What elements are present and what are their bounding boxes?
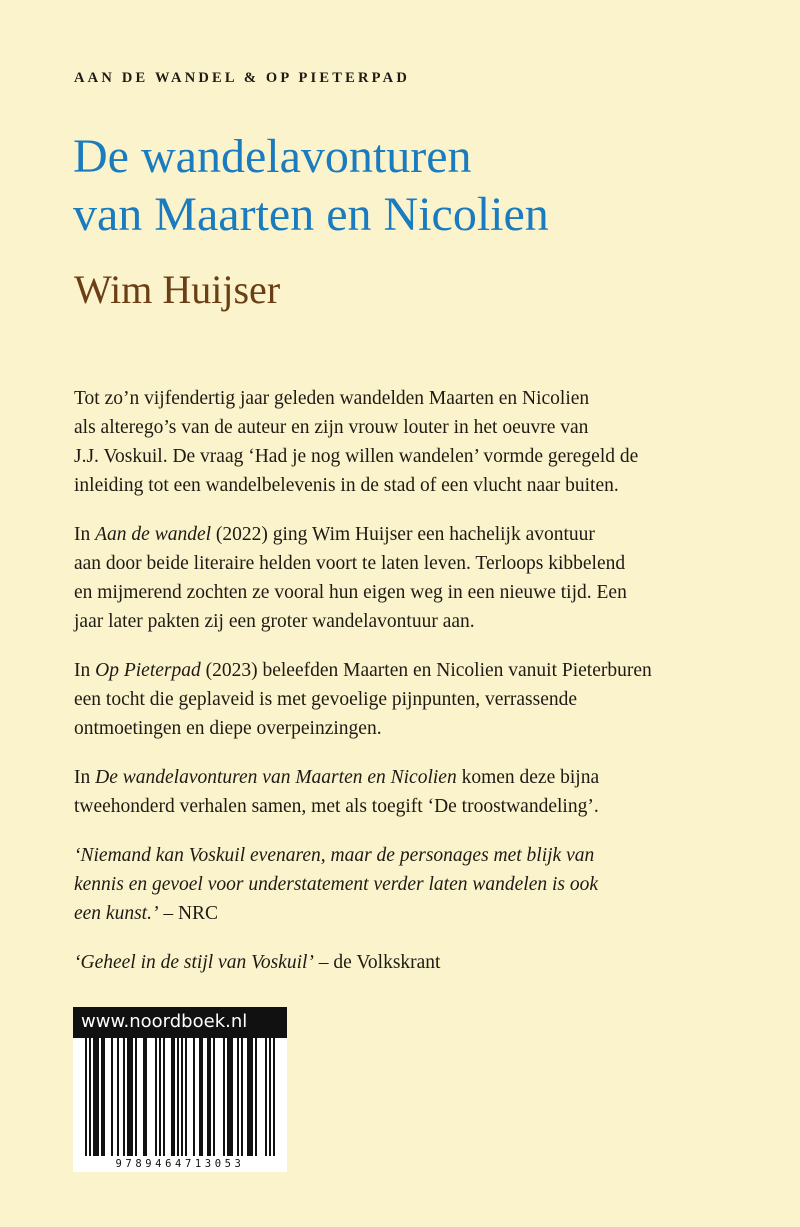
barcode-bar: [255, 1038, 257, 1156]
author-name: Wim Huijser: [74, 267, 281, 312]
barcode-bar: [223, 1038, 225, 1156]
barcode-bar: [251, 1038, 253, 1156]
barcode-bar: [159, 1038, 161, 1156]
barcode-bar: [201, 1038, 203, 1156]
barcode-bar: [103, 1038, 105, 1156]
paragraph-line: en mijmerend zochten ze vooral hun eigen weg in een nieuwe tijd. Een: [74, 582, 627, 603]
barcode-bar: [269, 1038, 271, 1156]
barcode-bar: [265, 1038, 267, 1156]
barcode-bar: [155, 1038, 157, 1156]
paragraph-intro: [74, 384, 734, 500]
paragraph-line: [74, 520, 734, 549]
quote-source: – NRC: [158, 903, 219, 924]
quote-line: ‘Niemand kan Voskuil evenaren, maar de personages met blijk van: [74, 845, 595, 866]
book-reference: Op Pieterpad: [95, 660, 201, 681]
series-title: AAN DE WANDEL & OP PIETERPAD: [74, 70, 410, 86]
paragraph-line: [74, 763, 734, 792]
paragraph-line: als alterego’s van de auteur en zijn vrouw louter in het oeuvre van: [74, 417, 589, 438]
blurb: [74, 384, 734, 997]
barcode-bar: [249, 1038, 251, 1156]
paragraph-line: J.J. Voskuil. De vraag ‘Had je nog willen wandelen’ vormde geregeld de: [74, 446, 639, 467]
barcode-bar: [127, 1038, 129, 1156]
quote-text: ‘Geheel in de stijl van Voskuil’: [74, 952, 314, 973]
barcode-bar: [199, 1038, 201, 1156]
barcode-bar: [181, 1038, 183, 1156]
paragraph-line: een tocht die geplaveid is met gevoelige pijnpunten, verrassende: [74, 689, 578, 710]
barcode-bar: [131, 1038, 133, 1156]
paragraph-line: jaar later pakten zij een groter wandelavontuur aan.: [74, 611, 475, 632]
book-title-line-1: De wandelavonturen: [73, 130, 472, 183]
barcode-bar: [135, 1038, 137, 1156]
review-quote-volkskrant: [74, 948, 734, 977]
paragraph-wandelavonturen: [74, 763, 734, 821]
barcode: [73, 1036, 287, 1170]
barcode-bar: [227, 1038, 229, 1156]
barcode-bars: [73, 1038, 287, 1160]
book-title: [73, 128, 773, 244]
paragraph-prefix: In: [74, 767, 96, 788]
barcode-bar: [171, 1038, 173, 1156]
barcode-bar: [101, 1038, 103, 1156]
barcode-bar: [273, 1038, 275, 1156]
isbn-digits: 9789464713053: [73, 1158, 287, 1172]
book-title-line-2: van Maarten en Nicolien: [73, 188, 549, 241]
quote-line: [74, 948, 734, 977]
publisher-url: www.noordboek.nl: [73, 1007, 287, 1036]
paragraph-line: [74, 656, 734, 685]
review-quote-nrc: [74, 841, 734, 928]
paragraph-prefix: In: [74, 524, 96, 545]
barcode-bar: [185, 1038, 187, 1156]
barcode-bar: [177, 1038, 179, 1156]
barcode-bar: [95, 1038, 97, 1156]
barcode-bar: [123, 1038, 125, 1156]
book-reference: Aan de wandel: [95, 524, 212, 545]
barcode-bar: [173, 1038, 175, 1156]
paragraph-text: komen deze bijna: [456, 767, 600, 788]
barcode-bar: [229, 1038, 231, 1156]
paragraph-line: aan door beide literaire helden voort te laten leven. Terloops kibbelend: [74, 553, 626, 574]
barcode-block: [73, 1007, 287, 1170]
book-reference: De wandelavonturen van Maarten en Nicolien: [95, 767, 457, 788]
barcode-bar: [129, 1038, 131, 1156]
barcode-bar: [193, 1038, 195, 1156]
quote-line: [74, 899, 734, 928]
barcode-bar: [85, 1038, 87, 1156]
barcode-bar: [111, 1038, 113, 1156]
barcode-bar: [117, 1038, 119, 1156]
barcode-bar: [213, 1038, 215, 1156]
quote-text: een kunst.’: [74, 903, 159, 924]
barcode-bar: [247, 1038, 249, 1156]
barcode-bar: [241, 1038, 243, 1156]
paragraph-text: (2022) ging Wim Huijser een hachelijk avontuur: [211, 524, 595, 545]
barcode-bar: [145, 1038, 147, 1156]
paragraph-prefix: In: [74, 660, 96, 681]
barcode-bar: [209, 1038, 211, 1156]
paragraph-line: tweehonderd verhalen samen, met als toegift ‘De troostwandeling’.: [74, 796, 599, 817]
barcode-bar: [93, 1038, 95, 1156]
paragraph-line: inleiding tot een wandelbelevenis in de stad of een vlucht naar buiten.: [74, 475, 619, 496]
paragraph-op-pieterpad: [74, 656, 734, 743]
quote-line: kennis en gevoel voor understatement verder laten wandelen is ook: [74, 874, 599, 895]
paragraph-aan-de-wandel: [74, 520, 734, 636]
barcode-bar: [237, 1038, 239, 1156]
barcode-bar: [231, 1038, 233, 1156]
barcode-bar: [89, 1038, 91, 1156]
paragraph-text: (2023) beleefden Maarten en Nicolien vanuit Pieterburen: [200, 660, 652, 681]
paragraph-line: ontmoetingen en diepe overpeinzingen.: [74, 718, 382, 739]
barcode-bar: [163, 1038, 165, 1156]
barcode-bar: [97, 1038, 99, 1156]
quote-source: – de Volkskrant: [313, 952, 441, 973]
barcode-bar: [143, 1038, 145, 1156]
paragraph-line: Tot zo’n vijfendertig jaar geleden wandelden Maarten en Nicolien: [74, 388, 590, 409]
barcode-bar: [207, 1038, 209, 1156]
